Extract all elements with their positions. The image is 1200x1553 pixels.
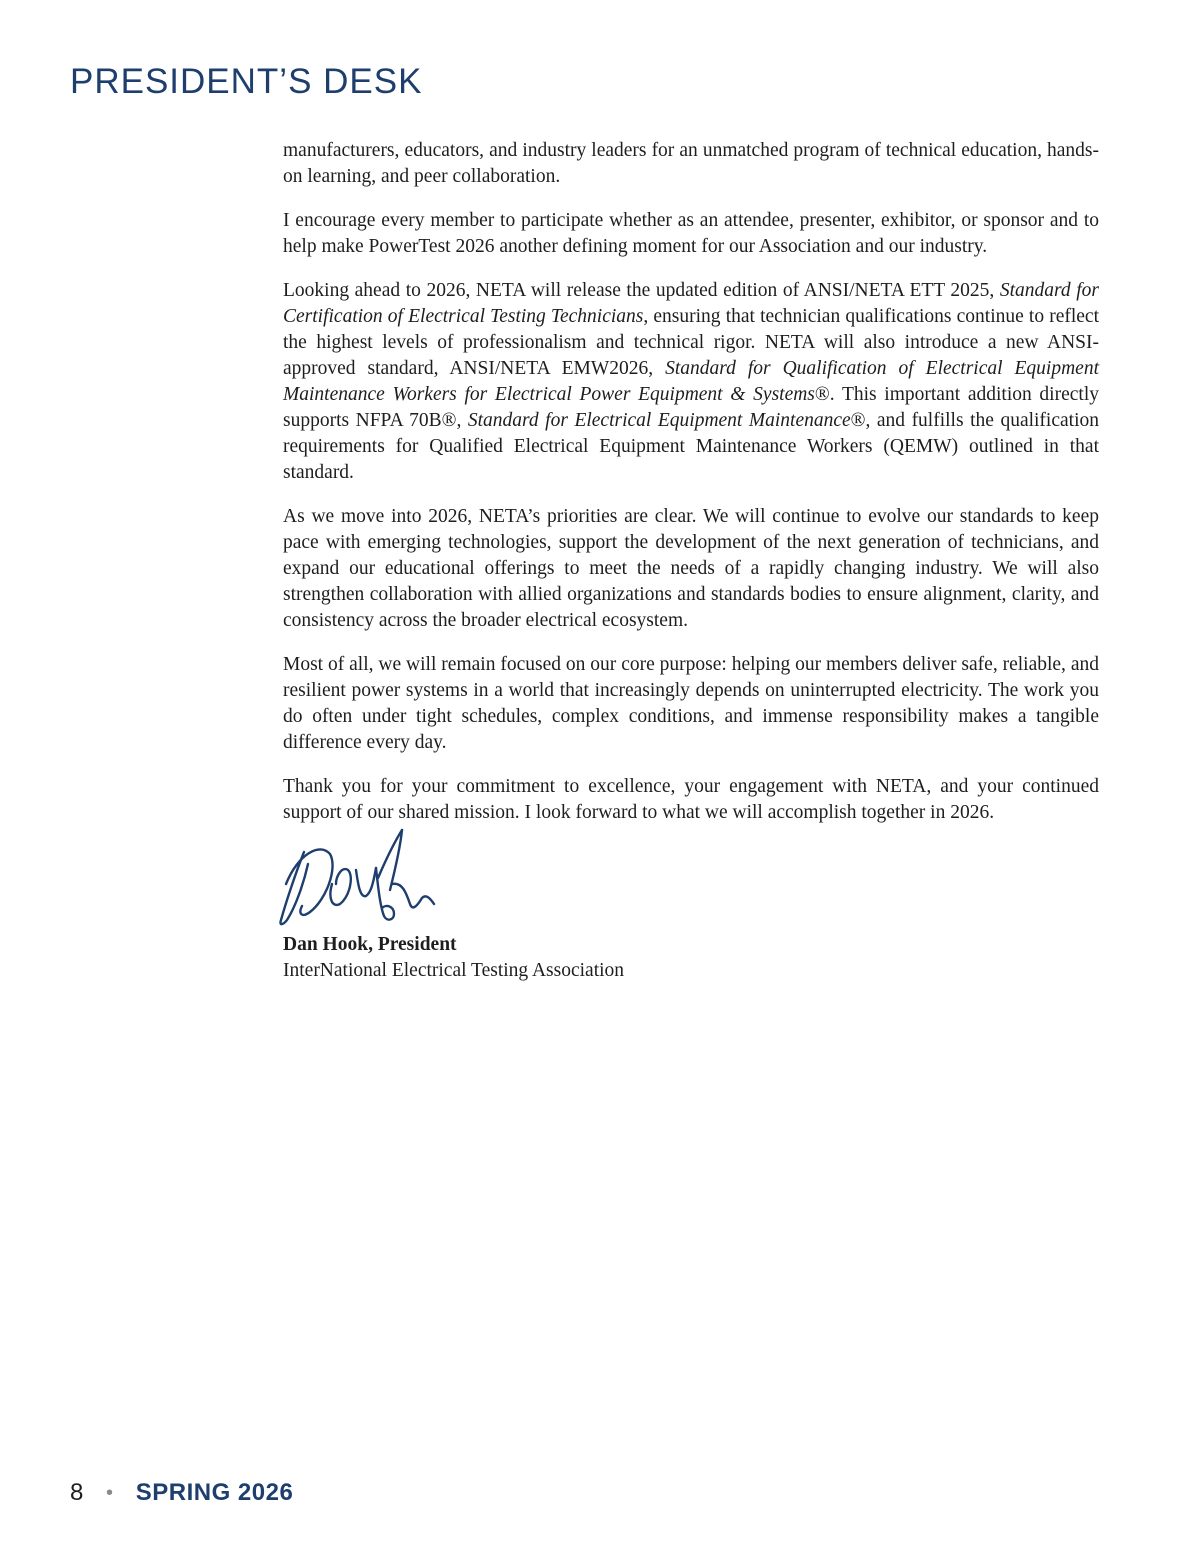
footer-separator: • (106, 1482, 114, 1504)
paragraph-1: manufacturers, educators, and industry leaders for an unmatched program of technical education, hands-on learning, and peer collaboration. (283, 140, 1099, 187)
paragraph-6: Thank you for your commitment to excellence, your engagement with NETA, and your continued support of our shared mission. I look forward to what we will accomplish together in 2026. (283, 776, 1099, 823)
paragraph-3-text-4: ®, and fulfills the qualification requirements for Qualified Electrical Equipment Maintenance Workers (QEMW) outlined in that standard. (283, 410, 1099, 483)
signer-organization: InterNational Electrical Testing Association (283, 960, 625, 981)
issue-label: SPRING 2026 (135, 1479, 294, 1506)
signoff-block (283, 932, 624, 984)
paragraph-3-text-2: , ensuring that technician qualifications continue to reflect the highest levels of professionalism and technical rigor. NETA will also introduce a new ANSI-approved standard, ANSI/NETA EMW2026, (283, 306, 1100, 379)
letter-body (283, 138, 1099, 844)
page-footer (70, 1478, 293, 1508)
paragraph-4: As we move into 2026, NETA’s priorities are clear. We will continue to evolve our standards to keep pace with emerging technologies, support the development of the next generation of technicians, and expand our educational offerings to meet the needs of a rapidly changing industry. We will also strengthen collaboration with allied organizations and standards bodies to ensure alignment, clarity, and consistency across the broader electrical ecosystem. (283, 506, 1099, 631)
paragraph-3-text-1: Looking ahead to 2026, NETA will release the updated edition of ANSI/NETA ETT 2025, (283, 280, 1000, 301)
handwritten-signature (274, 824, 474, 928)
ett-standard-title: Standard for Certification of Electrical Testing Technicians (283, 280, 1100, 327)
section-title: PRESIDENT’S DESK (70, 62, 423, 101)
page-number: 8 (70, 1479, 84, 1506)
paragraph-5: Most of all, we will remain focused on our core purpose: helping our members deliver safe, reliable, and resilient power systems in a world that increasingly depends on uninterrupted electricity. The work you do often under tight schedules, complex conditions, and immense responsibility makes a tangible difference every day. (283, 654, 1099, 753)
paragraph-3-text-3: ®. This important addition directly supports NFPA 70B®, (283, 384, 1099, 431)
signature-drawing (274, 824, 474, 928)
nfpa-70b-title: Standard for Electrical Equipment Maintenance (467, 410, 851, 431)
paragraph-3 (283, 278, 1099, 486)
emw-standard-title: Standard for Qualification of Electrical Equipment Maintenance Workers for Electrical Power Equipment & Systems (283, 358, 1099, 405)
paragraph-2: I encourage every member to participate whether as an attendee, presenter, exhibitor, or sponsor and to help make PowerTest 2026 another defining moment for our Association and our industry. (283, 210, 1099, 257)
signer-name: Dan Hook, President (283, 934, 457, 955)
